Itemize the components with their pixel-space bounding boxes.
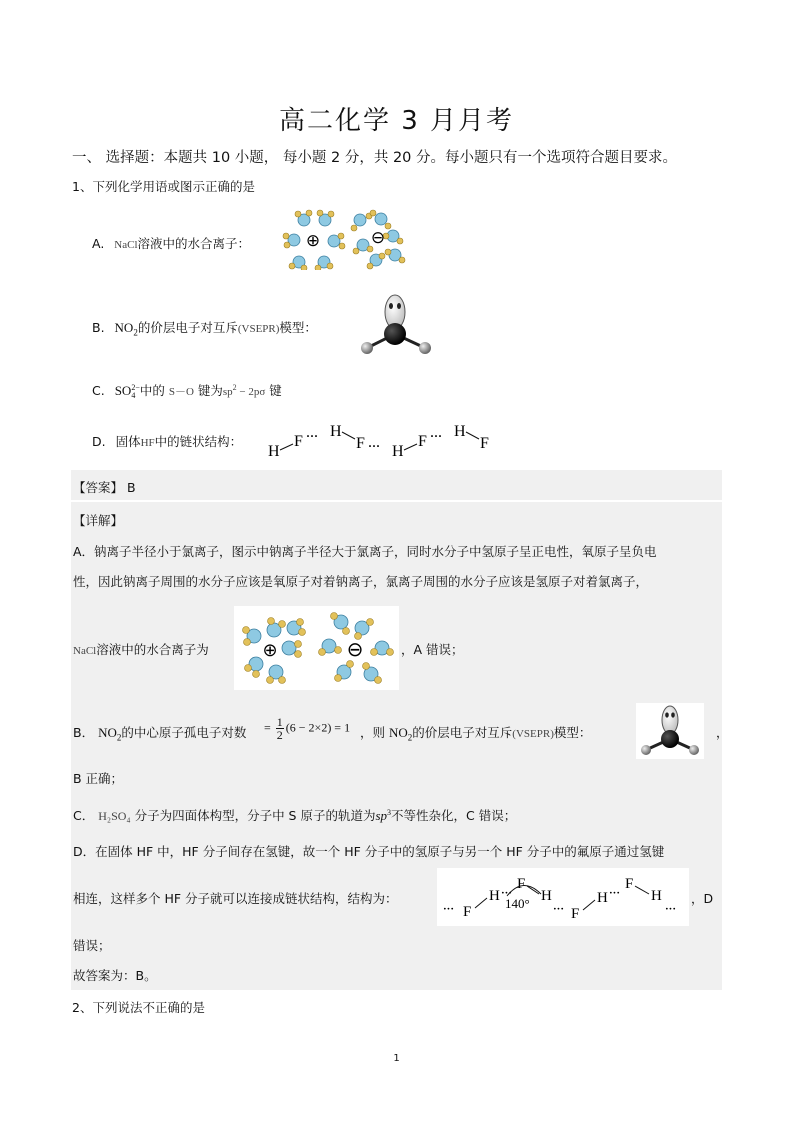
option-b-label: B. bbox=[92, 320, 105, 335]
atom-h: H bbox=[392, 443, 404, 460]
sodium-ion-plus-icon: ⊕ bbox=[262, 640, 278, 661]
detail-c-hybsup: 3 bbox=[387, 807, 392, 817]
vsepr-model-svg bbox=[636, 703, 704, 759]
option-a-formula: NaCl bbox=[114, 239, 138, 251]
chloride-ion-minus-icon: ⊖ bbox=[370, 228, 386, 248]
hydrogen-bond-dots: ··· bbox=[306, 429, 319, 443]
hydrated-chloride-cluster bbox=[351, 210, 405, 269]
atom-h: H bbox=[597, 890, 608, 906]
option-d bbox=[92, 432, 242, 450]
detail-d-line2: 相连，这样多个 HF 分子就可以连接成链状结构，结构为： bbox=[73, 891, 398, 906]
detail-a-tail: ，A 错误； bbox=[401, 642, 464, 657]
option-a bbox=[92, 234, 250, 252]
detail-b-line2: B 正确； bbox=[73, 771, 124, 786]
option-c-hyb2: − 2pσ bbox=[236, 386, 266, 398]
hydrogen-bond-dots: ··· bbox=[501, 887, 513, 899]
option-c-sub: 4 bbox=[131, 390, 136, 400]
atom-h: H bbox=[454, 423, 466, 440]
option-c-text3: 键 bbox=[269, 383, 282, 398]
page-title: 高二化学 3 月月考 bbox=[278, 106, 515, 136]
detail-b-formula: NO bbox=[98, 725, 117, 740]
hydrated-ions-figure-a bbox=[278, 208, 410, 270]
option-b-vsepr: (VSEPR) bbox=[237, 323, 280, 335]
sodium-ion-plus-icon: ⊕ bbox=[305, 231, 321, 251]
detail-a-formula: NaCl bbox=[73, 645, 97, 657]
atom-f: F bbox=[571, 906, 580, 922]
option-d-formula: HF bbox=[140, 437, 155, 449]
detail-d-tail: ，D bbox=[691, 891, 714, 906]
answer-line: 【答案】 B bbox=[73, 480, 136, 495]
detail-b-sub: 2 bbox=[116, 732, 122, 743]
atom-f: F bbox=[294, 433, 303, 450]
option-c-text: 中的 bbox=[139, 383, 165, 398]
option-b-formula: NO bbox=[114, 320, 134, 335]
detail-c-text2: 不等性杂化，C 错误； bbox=[391, 808, 517, 823]
atom-h: H bbox=[651, 888, 662, 904]
option-c-formula: SO bbox=[114, 383, 132, 398]
atom-h: H bbox=[489, 888, 500, 904]
hydrated-ions-svg bbox=[234, 606, 399, 690]
detail-d-line1: D．在固体 HF 中，HF 分子间存在氢键，故一个 HF 分子中的氢原子与另一个 HF 分子中的氟原子通过氢键 bbox=[73, 844, 665, 859]
option-c-label: C. bbox=[92, 383, 105, 398]
final-answer: 故答案为：B。 bbox=[73, 968, 157, 983]
option-c-text2: 键为 bbox=[197, 383, 223, 398]
atom-f: F bbox=[517, 876, 526, 892]
chloride-ion-minus-icon: ⊖ bbox=[346, 637, 364, 661]
atom-f: F bbox=[418, 433, 427, 450]
detail-c-line bbox=[73, 806, 516, 824]
question-2-stem: 2、下列说法不正确的是 bbox=[72, 1000, 205, 1015]
hydrated-sodium-cluster bbox=[283, 210, 345, 270]
detail-b-text4: 模型： bbox=[553, 725, 592, 740]
atom-h: H bbox=[330, 423, 342, 440]
detail-b-line1 bbox=[73, 723, 246, 743]
detail-b-tail: ， bbox=[716, 725, 729, 740]
atom-f: F bbox=[625, 876, 634, 892]
option-b-text2: 模型： bbox=[279, 320, 317, 335]
hydrated-ions-figure-correct bbox=[234, 606, 399, 690]
detail-a-line2: 性，因此钠离子周围的水分子应该是氧原子对着钠离子，氯离子周围的水分子应该是氢原子对着氯离子， bbox=[73, 574, 649, 589]
option-a-label: A. bbox=[92, 236, 105, 251]
vsepr-model-figure-b bbox=[355, 292, 437, 358]
vsepr-model-figure-correct bbox=[636, 703, 704, 759]
option-d-text: 固体 bbox=[115, 434, 141, 449]
atom-f: F bbox=[356, 435, 365, 452]
detail-c-label: C． bbox=[73, 808, 95, 823]
detail-b-formula2: NO bbox=[389, 725, 408, 740]
hydrogen-bond-dots: ··· bbox=[368, 439, 381, 453]
hf-chain-figure-d bbox=[264, 418, 500, 460]
answer-row bbox=[71, 470, 722, 500]
option-c-bond: S－O bbox=[168, 386, 194, 398]
detail-d-line3: 错误； bbox=[73, 938, 111, 953]
option-c-hyb: sp bbox=[222, 386, 233, 398]
atom-f: F bbox=[480, 435, 489, 452]
hydrogen-bond-dots: ··· bbox=[430, 429, 443, 443]
atom-f: F bbox=[463, 904, 472, 920]
detail-a-text: 溶液中的水合离子为 bbox=[96, 642, 209, 657]
detail-b-text3: 的价层电子对互斥 bbox=[412, 725, 513, 740]
bond-angle-label: 140° bbox=[505, 896, 530, 911]
option-a-text: 溶液中的水合离子： bbox=[137, 236, 251, 251]
frac-num: 1 bbox=[276, 715, 283, 729]
detail-a-line3 bbox=[73, 640, 209, 658]
hf-chain-svg bbox=[437, 868, 689, 926]
option-b bbox=[92, 318, 317, 338]
option-d-label: D. bbox=[92, 434, 106, 449]
question-1-stem: 1、下列化学用语或图示正确的是 bbox=[72, 179, 255, 194]
option-b-text: 的价层电子对互斥 bbox=[137, 320, 238, 335]
option-d-text2: 中的链状结构： bbox=[154, 434, 243, 449]
detail-b-text1: 的中心原子孤电子对数 bbox=[121, 725, 247, 740]
hydrogen-bond-dots: ··· bbox=[443, 903, 455, 915]
detail-b-sub2: 2 bbox=[407, 732, 413, 743]
detail-b-text2: ，则 bbox=[360, 725, 386, 740]
hf-chain-figure-correct bbox=[437, 868, 689, 926]
hydrogen-bond-dots: ··· bbox=[665, 903, 677, 915]
atom-h: H bbox=[268, 443, 280, 460]
detail-c-hyb: sp bbox=[375, 808, 388, 823]
hydrogen-bond-dots: ··· bbox=[553, 903, 565, 915]
option-c-sup: 2− bbox=[131, 382, 140, 392]
option-b-sub: 2 bbox=[133, 327, 138, 338]
detail-c-text: 分子为四面体构型，分子中 S 原子的轨道为 bbox=[134, 808, 376, 823]
option-c bbox=[92, 381, 282, 400]
detail-b-vsepr: (VSEPR) bbox=[512, 728, 554, 740]
atom-h: H bbox=[541, 888, 552, 904]
page-number: 1 bbox=[393, 1053, 400, 1064]
option-c-hybsup: 2 bbox=[232, 382, 237, 392]
detail-c-formula: H₂SO₄ bbox=[98, 809, 131, 823]
detail-b-label: B． bbox=[73, 725, 95, 740]
detail-a-line1: A．钠离子半径小于氯离子，图示中钠离子半径大于氯离子，同时水分子中氢原子呈正电性，氧原子呈负电 bbox=[73, 544, 657, 559]
detail-heading: 【详解】 bbox=[73, 513, 124, 528]
detail-b-equation: = $\frac{1}{2}$ (6 − 2×2) = 1 bbox=[264, 715, 351, 742]
hydrogen-bond-dots: ··· bbox=[609, 887, 621, 899]
frac-den: 2 bbox=[276, 728, 283, 742]
section-heading: 一、 选择题：本题共 10 小题， 每小题 2 分，共 20 分。每小题只有一个选项符合题目要求。 bbox=[72, 150, 677, 166]
detail-b-eq: (6 − 2×2) = 1 bbox=[285, 720, 351, 735]
detail-b-line1b bbox=[360, 723, 591, 743]
